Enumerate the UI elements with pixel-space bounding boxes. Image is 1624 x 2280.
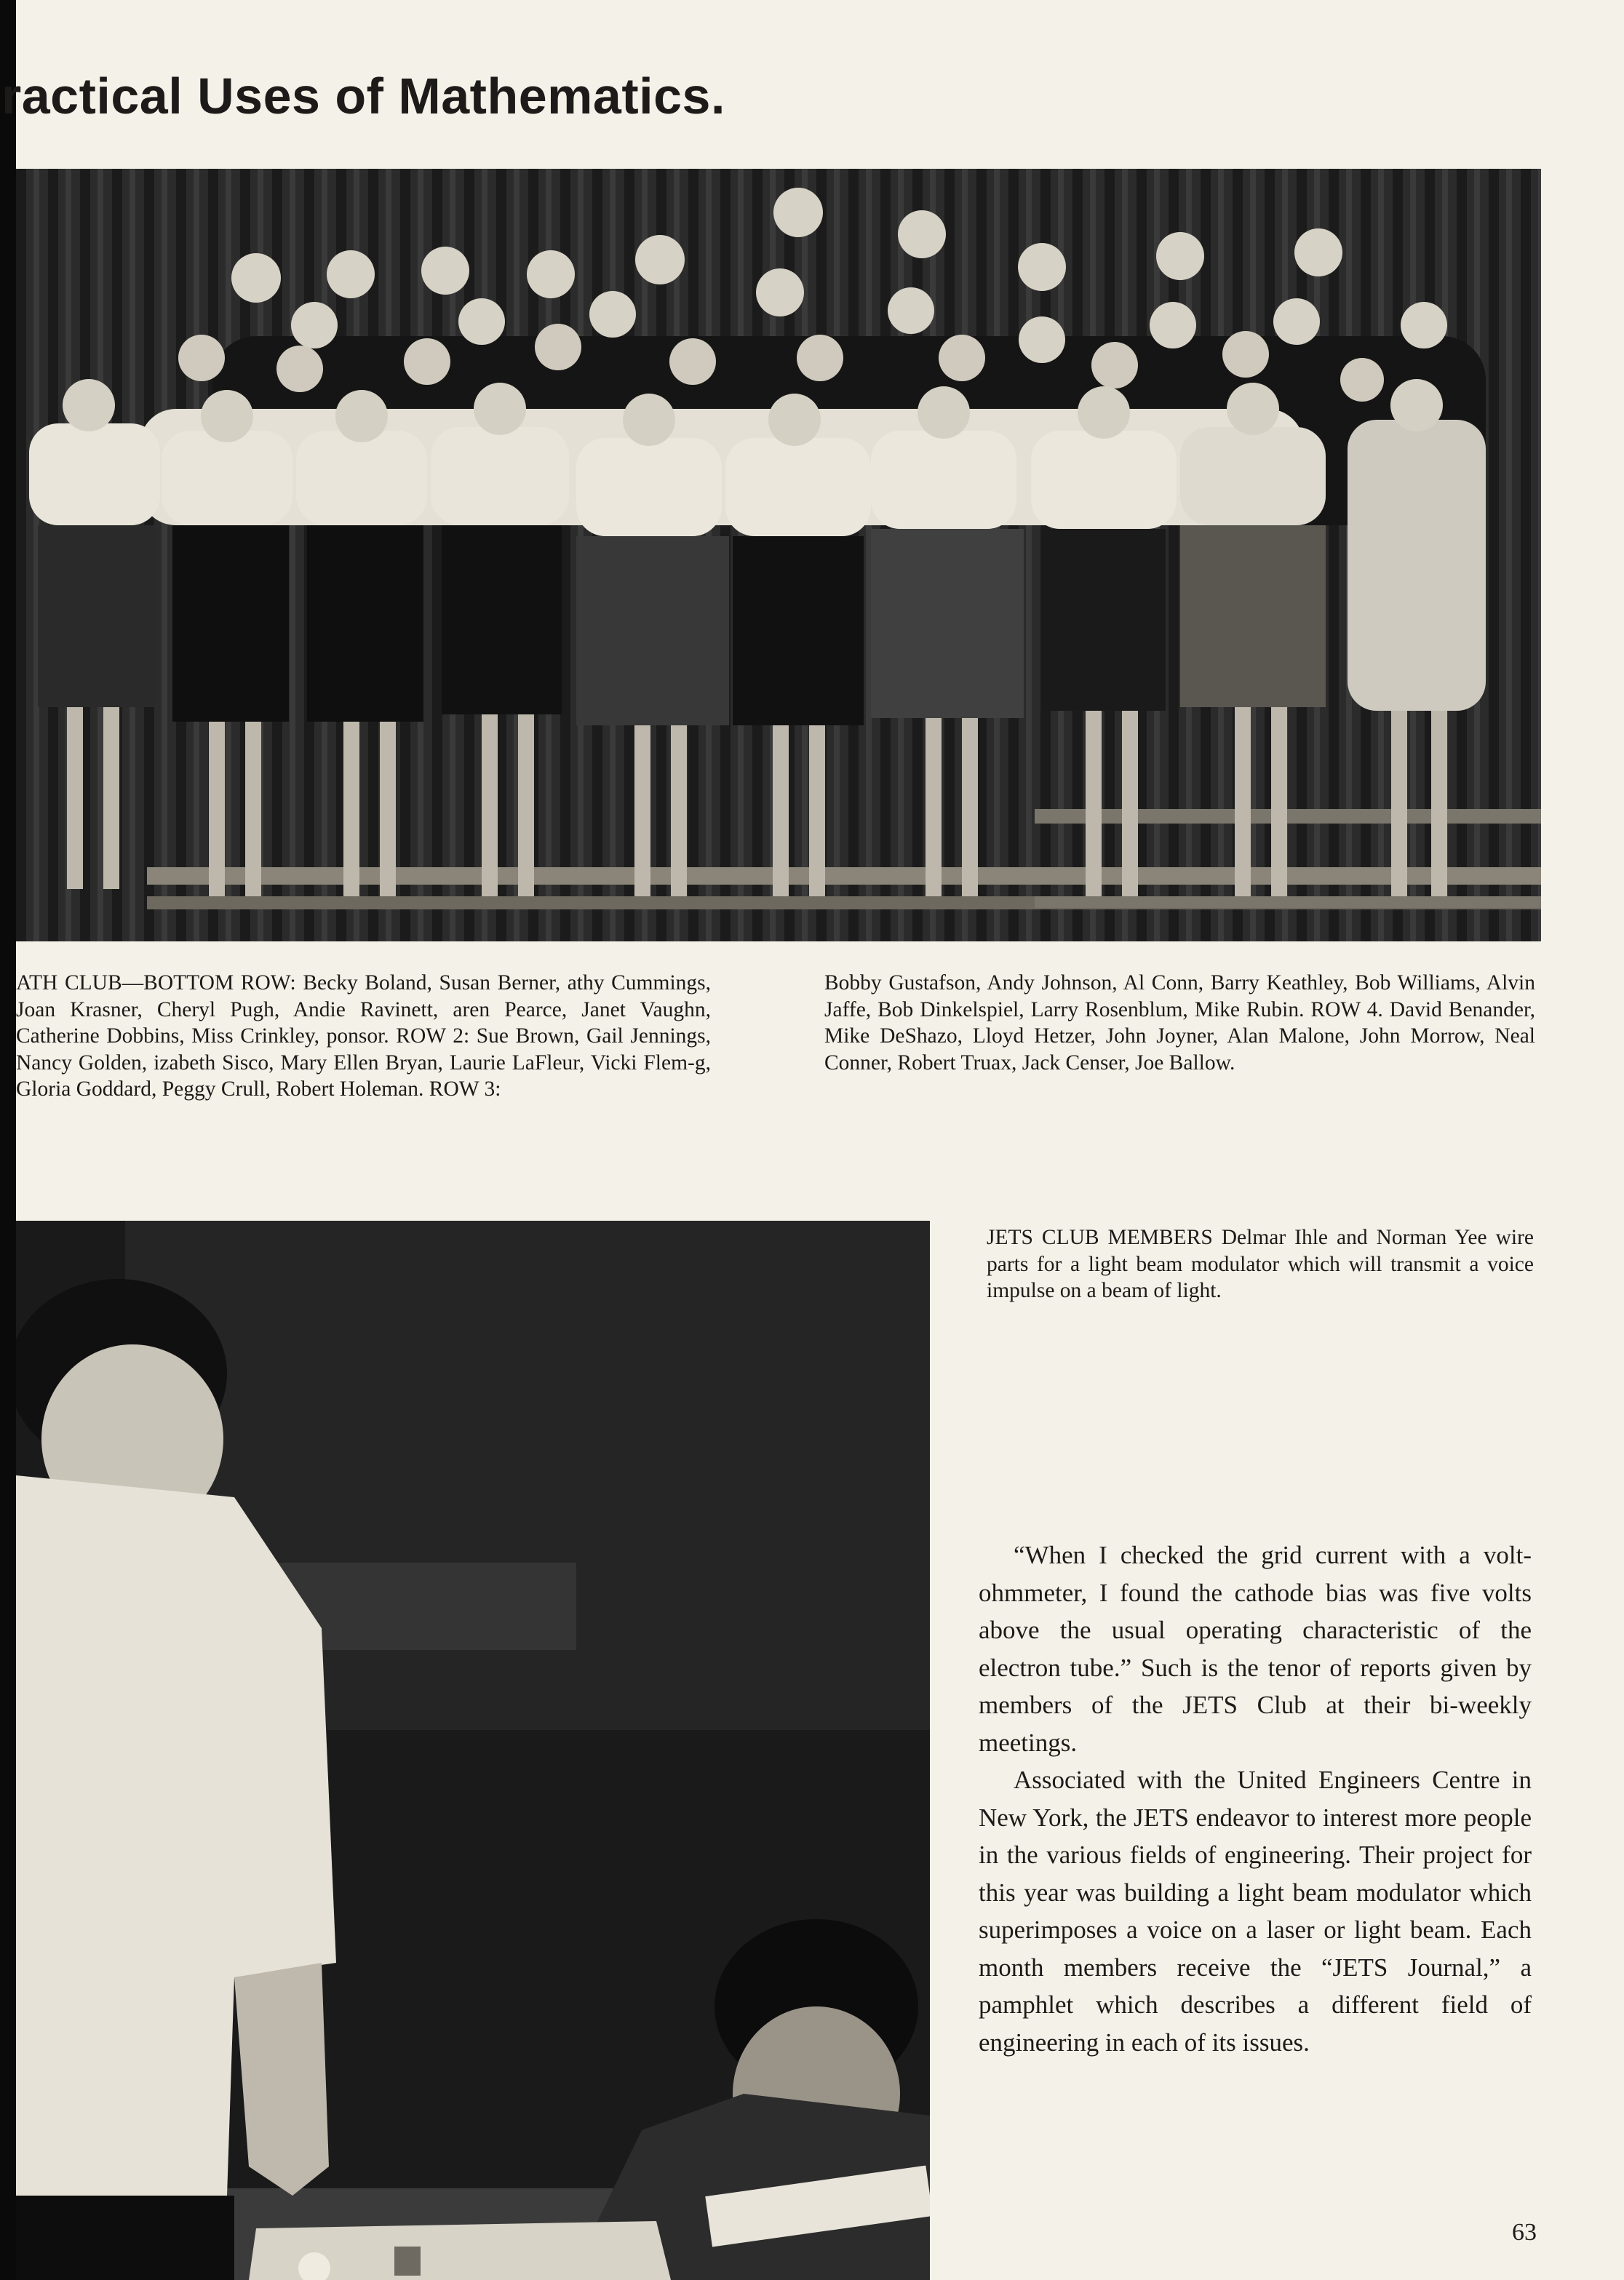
page-edge-shadow — [0, 0, 16, 2280]
article-paragraph-2: Associated with the United Engineers Centre in New York, the JETS endeavor to interest more people in the various fields of engineering. Their project for this year was building a light beam modulator which superimposes a voice on a laser or light beam. Each month members receive the “JETS Journal,” a pamphlet which describes a different field of engineering in each of its issues. — [979, 1766, 1532, 2057]
math-club-group-photo — [16, 169, 1541, 941]
page-number: 63 — [1512, 2219, 1537, 2246]
jets-club-photo — [16, 1221, 930, 2280]
jets-club-caption: JETS CLUB MEMBERS Delmar Ihle and Norman Yee wire parts for a light beam modulator which will transmit a voice impulse on a beam of light. — [987, 1226, 1534, 1302]
math-club-caption-left: ATH CLUB—BOTTOM ROW: Becky Boland, Susan Berner, athy Cummings, Joan Krasner, Cheryl Pugh, Andie Ravinett, aren Pearce, Janet Vaughn, Catherine Dobbins, Miss Crinkley, ponsor. ROW 2: Sue Brown, Gail Jennings, Nancy Golden, izabeth Sisco, Mary Ellen Bryan, Laurie LaFleur, Vicki Flem-g, Gloria Goddard, Peggy Crull, Robert Holeman. ROW 3: — [16, 971, 711, 1101]
page-title: ractical Uses of Mathematics. — [1, 68, 725, 124]
article-paragraph-1: “When I checked the grid current with a volt-ohmmeter, I found the cathode bias was five volts above the usual operating characteristic of the electron tube.” Such is the tenor of reports given by members of the JETS Club at their bi-weekly meetings. — [979, 1541, 1532, 1757]
jets-club-article — [979, 1536, 1532, 2061]
math-club-caption-right: Bobby Gustafson, Andy Johnson, Al Conn, Barry Keathley, Bob Williams, Alvin Jaffe, Bob Dinkelspiel, Larry Rosenblum, Mike Rubin. ROW 4. David Benander, Mike DeShazo, Lloyd Hetzer, John Joyner, Alan Malone, John Morrow, Neal Conner, Robert Truax, Jack Censer, Joe Ballow. — [824, 971, 1535, 1075]
